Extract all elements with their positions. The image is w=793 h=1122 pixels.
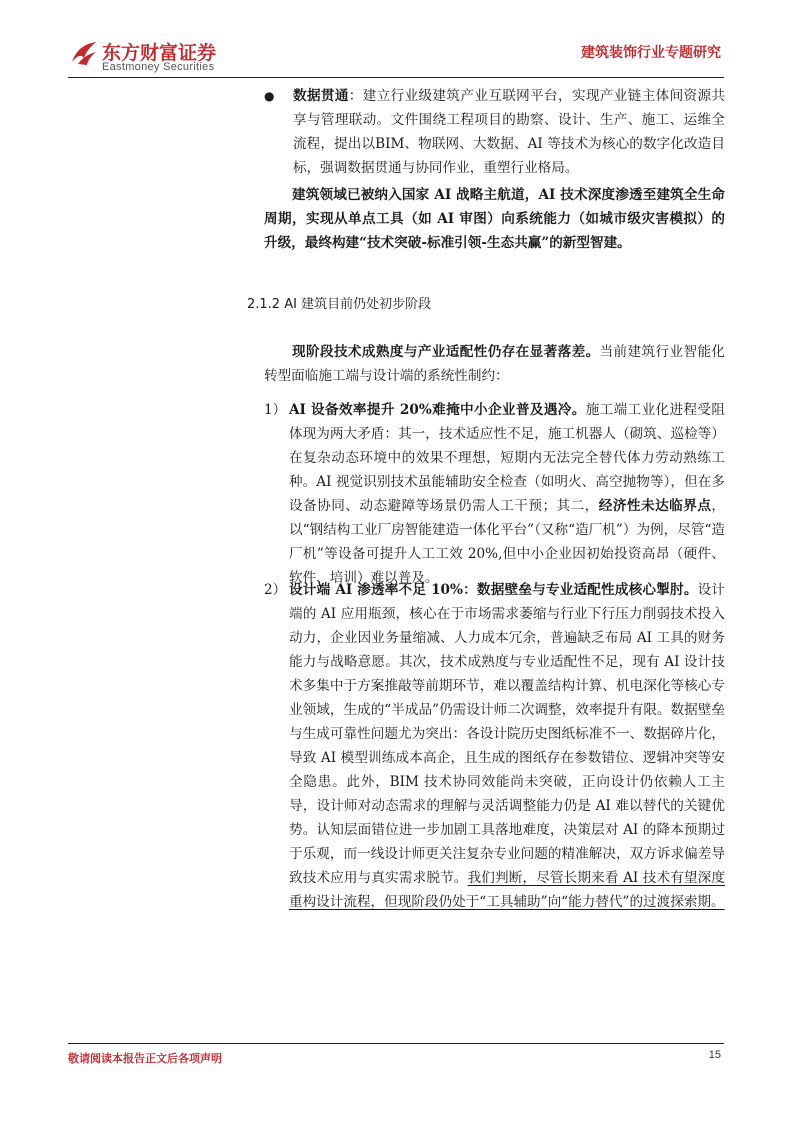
item2-text1: 设计端的 AI 应用瓶颈，核心在于市场需求萎缩与行业下行压力削弱技术投入动力，企业因业务量缩减、人力成本冗余，普遍缺乏布局 AI 工具的财务能力与战略意愿。其次，技术成熟度与专业适配性不足，现有 AI 设计技术多集中于方案推敲等前期环节，难以覆盖结构计算、机电深化等核心专业领域，生成的“半成品”仍需设计师二次调整，效率提升有限。数据壁垒与生成可靠性问题尤为突出：各设计院历史图纸标准不一、数据碎片化，导致 AI 模型训练成本高企，且生成的图纸存在参数错位、逻辑冲突等安全隐患。此外，BIM 技术协同效能尚未突破，正向设计仍依赖人工主导，设计师对动态需求的理解与灵活调整能力仍是 AI 难以替代的关键优势。认知层面错位进一步加剧工具落地难度，决策层对 AI 的降本预期过于乐观，而一线设计师更关注复杂专业问题的精准解决，双方诉求偏差导致技术应用与真实需求脱节。 xyxy=(289,582,725,886)
page-number: 15 xyxy=(708,1049,721,1061)
item1-paragraph xyxy=(289,398,725,590)
header-divider xyxy=(68,77,724,78)
section-heading: 2.1.2 AI 建筑目前仍处初步阶段 xyxy=(247,297,432,312)
eastmoney-logo xyxy=(70,38,270,78)
eastmoney-logo-icon xyxy=(70,40,98,66)
item1-text2: ，以“钢结构工业厂房智能建造一体化平台”（又称“造厂机”）为例，尽管“造厂机”等设备可提升人工工效 20%,但中小企业因初始投资高昂（硬件、软件、培训）难以普及。 xyxy=(289,498,726,586)
logo-chinese-name: 东方财富证券 xyxy=(102,42,217,64)
intro-paragraph xyxy=(264,340,725,388)
bullet-data-title: 数据贯通 xyxy=(293,88,349,104)
item1-bold2: 经济性未达临界点 xyxy=(598,498,712,514)
footer-divider xyxy=(68,1043,724,1044)
bullet-data-paragraph xyxy=(293,84,725,180)
bullet-data-text: ：建立行业级建筑产业互联网平台，实现产业链主体间资源共享与管理联动。文件围绕工程项目的勘察、设计、生产、施工、运维全流程，提出以BIM、物联网、大数据、AI 等技术为核心的数字化改造目标，强调数据贯通与协同作业，重塑行业格局。 xyxy=(293,88,726,176)
item1-title: AI 设备效率提升 20%难掩中小企业普及遇冷。 xyxy=(289,402,586,418)
item1-text1: 施工端工业化进程受阻体现为两大矛盾：其一，技术适应性不足，施工机器人（砌筑、巡检等）在复杂动态环境中的效果不理想，短期内无法完全替代体力劳动熟练工种。AI 视觉识别技术虽能辅助安全检查（如明火、高空抛物等），但在多设备协同、动态避障等场景仍需人工干预；其二， xyxy=(289,402,725,514)
logo-english-name: Eastmoney Securities xyxy=(102,61,215,73)
item2-paragraph xyxy=(289,578,725,914)
item2-number: 2） xyxy=(264,582,287,598)
item1-number: 1） xyxy=(264,402,287,418)
item2-title: 设计端 AI 渗透率不足 10%：数据壁垒与专业适配性成核心掣肘。 xyxy=(289,582,698,598)
intro-bold: 现阶段技术成熟度与产业适配性仍存在显著落差。 xyxy=(292,344,600,360)
item2-judgement: 我们判断，尽管长期来看 AI 技术有望深度重构设计流程，但现阶段仍处于“工具辅助”向“能力替代”的过渡探索期。 xyxy=(289,870,725,910)
page-header xyxy=(0,0,793,82)
intro-text: 当前建筑行业智能化转型面临施工端与设计端的系统性制约： xyxy=(264,344,726,384)
bullet-icon: ● xyxy=(264,89,275,103)
summary-text: 建筑领域已被纳入国家 AI 战略主航道，AI 技术深度渗透至建筑全生命周期，实现从单点工具（如 AI 审图）向系统能力（如城市级灾害模拟）的升级，最终构建“技术突破-标准引领-生态共赢”的新型智建。 xyxy=(264,187,725,251)
summary-paragraph xyxy=(264,183,725,255)
footer-disclaimer: 敬请阅读本报告正文后各项声明 xyxy=(68,1052,222,1065)
report-type-title: 建筑装饰行业专题研究 xyxy=(581,45,721,61)
